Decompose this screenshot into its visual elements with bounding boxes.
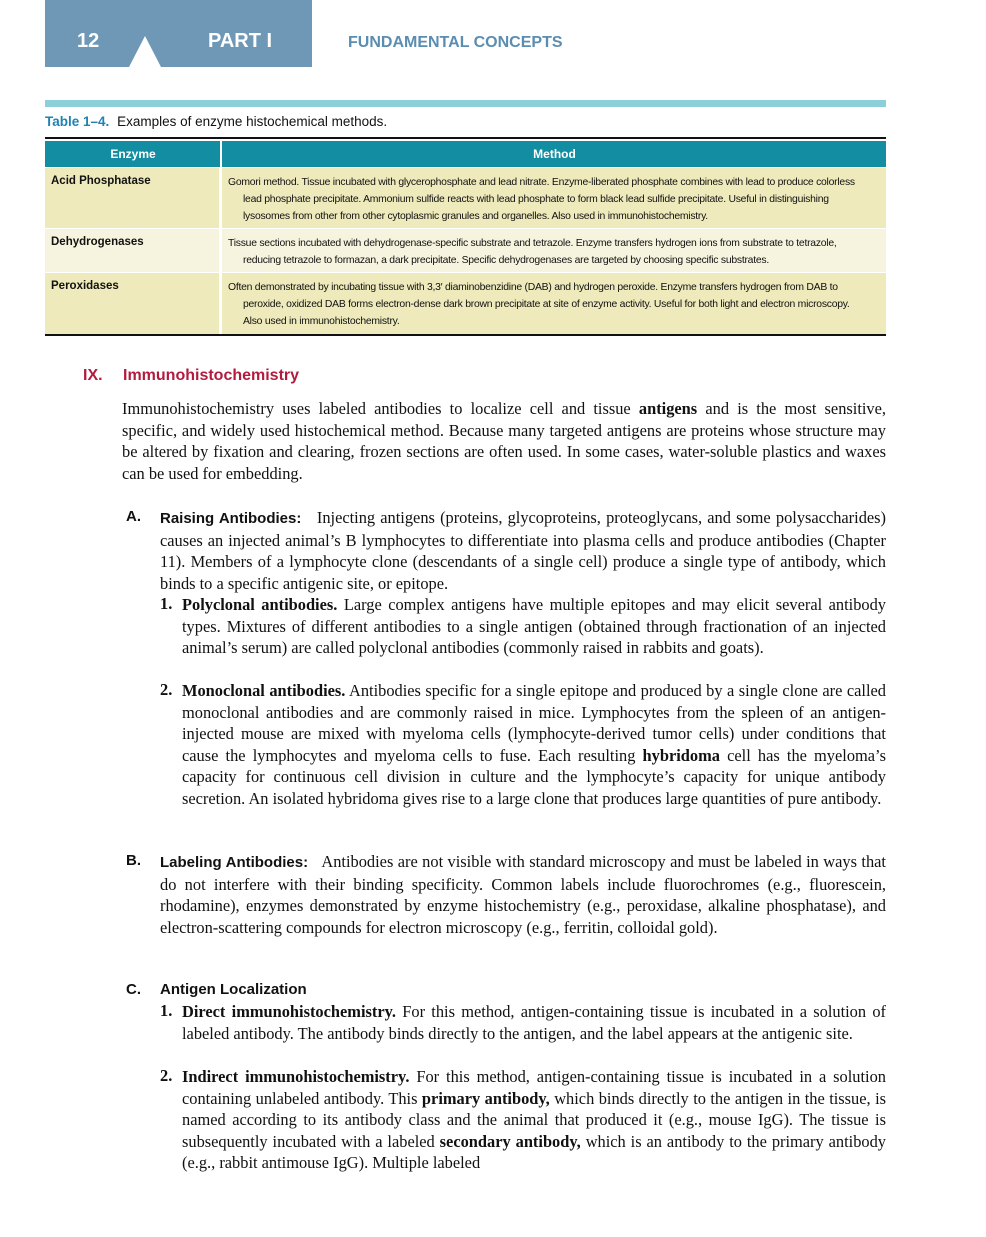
section-number: IX. xyxy=(83,367,103,384)
page-number: 12 xyxy=(77,30,100,52)
primary-antibody-keyword: primary antibody, xyxy=(421,1088,550,1108)
indirect-ihc-text: For this method, antigen-containing tissue is incubated in a solution containing unlabeled antibody. This xyxy=(182,1067,886,1108)
method-text: Often demonstrated by incubating tissue with 3,3′ diaminobenzidine (DAB) and hydrogen peroxide. Enzyme transfers hydrogen from DAB to peroxide, oxidized DAB forms electron-dense dark brown precipitate at site of enzyme activity. Useful for both light and electron microscopy. Also used in immunohistochemistry. xyxy=(228,282,850,327)
table-cell-enzyme xyxy=(45,229,219,272)
table-header-row xyxy=(45,141,886,167)
subsection-letter-a: A. xyxy=(126,508,141,525)
section-title: Immunohistochemistry xyxy=(123,367,300,384)
enzyme-name: Peroxidases xyxy=(51,280,119,292)
subsection-a-title: Raising Antibodies: xyxy=(160,510,302,527)
table-row xyxy=(45,168,886,228)
table-bottom-rule xyxy=(45,334,886,336)
table-cell-method xyxy=(222,168,886,228)
table-row xyxy=(45,273,886,334)
monoclonal-text: Antibodies specific for a single epitope and produced by a single clone are called monoclonal antibodies and are commonly raised in mice. Lymphocytes from the spleen of an antigen-injected mouse are mixed with myeloma cells (lymphocyte-derived tumor cells) under conditions that cause the lymphocytes and myeloma cells to fuse. Each resulting xyxy=(182,681,886,765)
table-top-rule xyxy=(45,137,886,139)
intro-text: and is the most sensitive, specific, and widely used histochemical method. Because many targeted antigens are proteins whose structure may be altered by fixation and clearing, frozen sections are often used. In some cases, water-soluble plastics and waxes can be used for embedding. xyxy=(122,399,887,483)
enzyme-name: Dehydrogenases xyxy=(51,236,144,248)
table-top-bar xyxy=(45,100,886,107)
table-label: Table 1–4. xyxy=(45,114,110,129)
subsection-letter-b: B. xyxy=(126,852,141,869)
direct-ihc-title: Direct immunohistochemistry. xyxy=(182,1002,397,1021)
table-caption xyxy=(45,114,387,129)
direct-ihc-text: For this method, antigen-containing tissue is incubated in a solution of labeled antibody. The antibody binds directly to the antigen, and the label appears at the antigenic site. xyxy=(182,1002,886,1043)
indirect-ihc-text: which binds directly to the antigen in the tissue, is named according to its antibody class and the animal that produced it (e.g., mouse IgG). The tissue is subsequently incubated with a labeled xyxy=(182,1088,887,1151)
table-header-method: Method xyxy=(533,147,576,161)
indirect-ihc-paragraph xyxy=(182,1066,886,1174)
table-header-enzyme: Enzyme xyxy=(110,147,156,161)
subsection-b-paragraph xyxy=(160,851,886,938)
table-cell-enzyme xyxy=(45,168,219,228)
subsection-b-title: Labeling Antibodies: xyxy=(160,854,309,871)
method-text: Tissue sections incubated with dehydrogenase-specific substrate and tetrazole. Enzyme transfers hydrogen ions from substrate to tetrazole, reducing tetrazole to formazan, a dark precipitate. Specific dehydrogenases are targeted by choosing specific substrates. xyxy=(228,238,837,266)
enzyme-name: Acid Phosphatase xyxy=(51,175,151,187)
table-cell-enzyme xyxy=(45,273,219,334)
indirect-ihc-text: which is an antibody to the primary antibody (e.g., rabbit antimouse IgG). Multiple labeled xyxy=(182,1131,886,1173)
table-header-divider xyxy=(220,141,222,167)
direct-ihc-paragraph xyxy=(182,1001,886,1044)
table-caption-text: Examples of enzyme histochemical methods. xyxy=(117,114,388,129)
subsection-a-paragraph xyxy=(160,507,886,594)
header-triangle-decoration xyxy=(129,36,161,67)
section-intro-paragraph xyxy=(122,398,886,484)
subsection-a-text: Injecting antigens (proteins, glycoproteins, proteoglycans, and some polysaccharides) causes an injected animal’s B lymphocytes to differentiate into plasma cells and produce antibodies (Chapter 11). Members of a lymphocyte clone (descendants of a single cell) produce a single type of antibody, which binds to a specific antigenic site, or epitope. xyxy=(160,508,887,593)
polyclonal-title: Polyclonal antibodies. xyxy=(182,595,338,614)
table-cell-method xyxy=(222,273,886,334)
list-number: 2. xyxy=(160,680,173,699)
table-row xyxy=(45,229,886,272)
list-number: 1. xyxy=(160,1001,173,1020)
method-text: Gomori method. Tissue incubated with glycerophosphate and lead nitrate. Enzyme-liberated phosphate combines with lead to produce colorless lead phosphate precipitate. Ammonium sulfide reacts with lead phosphate to form black lead sulfide precipitate. Useful in distinguishing lysosomes from other from other cytoplasmic granules and organelles. Also used in immunohistochemistry. xyxy=(228,177,855,222)
list-number: 1. xyxy=(160,594,173,613)
subsection-c-title: Antigen Localization xyxy=(160,981,307,998)
intro-keyword: antigens xyxy=(638,399,698,418)
secondary-antibody-keyword: secondary antibody, xyxy=(439,1131,581,1151)
table-cell-method xyxy=(222,229,886,272)
chapter-title: FUNDAMENTAL CONCEPTS xyxy=(348,34,563,51)
intro-text: Immunohistochemistry uses labeled antibodies to localize cell and tissue xyxy=(122,399,639,418)
hybridoma-keyword: hybridoma xyxy=(642,745,720,765)
monoclonal-text: cell has the myeloma’s capacity for continuous cell division in culture and the lymphocyte’s capacity for unique antibody secretion. An isolated hybridoma gives rise to a large clone that produces large quantities of pure antibody. xyxy=(182,745,886,808)
monoclonal-paragraph xyxy=(182,680,886,810)
polyclonal-text: Large complex antigens have multiple epitopes and may elicit several antibody types. Mixtures of different antibodies to a single antigen (obtained through fractionation of an injected animal’s serum) are called polyclonal antibodies (commonly raised in rabbits and goats). xyxy=(182,595,886,658)
indirect-ihc-title: Indirect immunohistochemistry. xyxy=(182,1067,410,1086)
polyclonal-paragraph xyxy=(182,594,886,659)
part-label: PART I xyxy=(208,30,273,52)
monoclonal-title: Monoclonal antibodies. xyxy=(182,681,346,700)
subsection-b-text: Antibodies are not visible with standard microscopy and must be labeled in ways that do not interfere with their binding specificity. Common labels include fluorochromes (e.g., fluorescein, rhodamine), enzymes demonstrated by enzyme histochemistry (e.g., peroxidase, alkaline phosphatase), and electron-scattering compounds for electron microscopy (e.g., ferritin, colloidal gold). xyxy=(160,852,886,937)
subsection-letter-c: C. xyxy=(126,981,141,998)
list-number: 2. xyxy=(160,1066,173,1085)
